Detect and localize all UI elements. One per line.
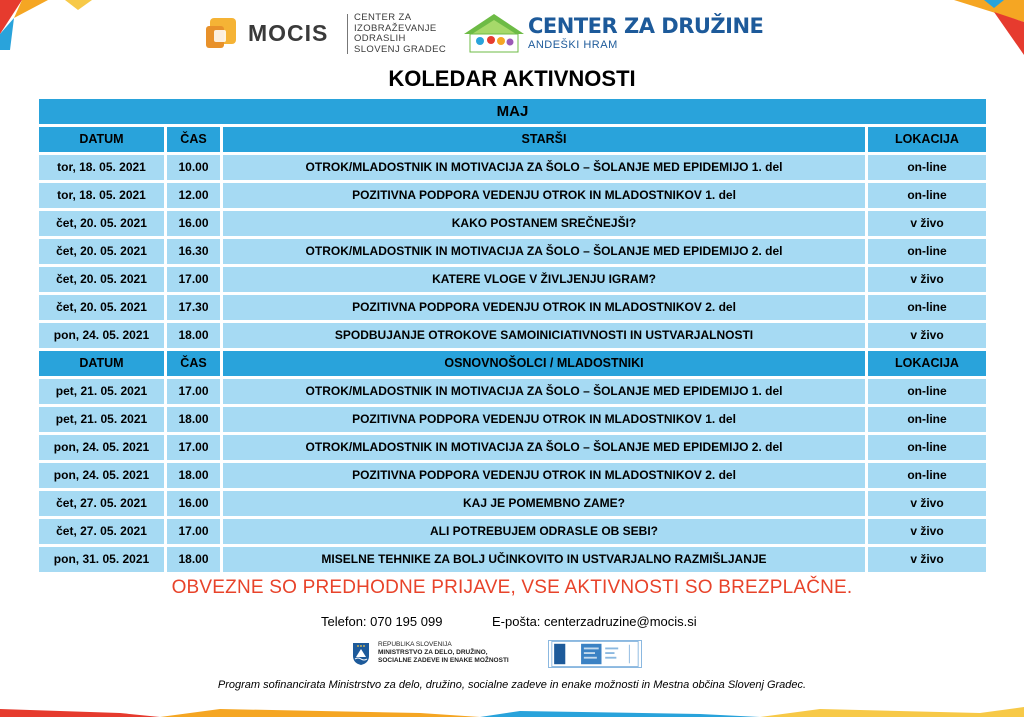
mocis-logo-icon (206, 16, 240, 50)
date-cell: tor, 18. 05. 2021 (39, 155, 164, 180)
time-cell: 12.00 (167, 183, 220, 208)
activity-cell: ALI POTREBUJEM ODRASLE OB SEBI? (223, 519, 865, 544)
time-cell: 17.00 (167, 519, 220, 544)
location-cell: on-line (868, 407, 986, 432)
table-row (39, 211, 986, 236)
table-row (39, 267, 986, 292)
activity-cell: KATERE VLOGE V ŽIVLJENJU IGRAM? (223, 267, 865, 292)
mocis-subtitle: CENTER ZA IZOBRAŽEVANJE ODRASLIH SLOVENJ GRADEC (354, 12, 447, 55)
date-cell: pon, 31. 05. 2021 (39, 547, 164, 572)
location-cell: on-line (868, 183, 986, 208)
column-header-location: LOKACIJA (868, 351, 986, 376)
activity-cell: KAJ JE POMEMBNO ZAME? (223, 491, 865, 516)
location-cell: on-line (868, 435, 986, 460)
column-header-date: DATUM (39, 351, 164, 376)
center-title: CENTER ZA DRUŽINE (528, 14, 764, 38)
location-cell: v živo (868, 491, 986, 516)
mocis-name: MOCIS (248, 20, 329, 46)
table-row (39, 519, 986, 544)
location-cell: v živo (868, 211, 986, 236)
time-cell: 17.00 (167, 267, 220, 292)
activity-cell: MISELNE TEHNIKE ZA BOLJ UČINKOVITO IN USTVARJALNO RAZMIŠLJANJE (223, 547, 865, 572)
activity-cell: POZITIVNA PODPORA VEDENJU OTROK IN MLADOSTNIKOV 2. del (223, 463, 865, 488)
activity-cell: OTROK/MLADOSTNIK IN MOTIVACIJA ZA ŠOLO – ŠOLANJE MED EPIDEMIJO 1. del (223, 155, 865, 180)
logo-separator (347, 14, 348, 54)
activity-cell: SPODBUJANJE OTROKOVE SAMOINICIATIVNOSTI IN USTVARJALNOSTI (223, 323, 865, 348)
time-cell: 16.00 (167, 211, 220, 236)
family-house-logo-icon (462, 12, 526, 54)
location-cell: v živo (868, 519, 986, 544)
time-cell: 18.00 (167, 547, 220, 572)
table-row (39, 295, 986, 320)
location-cell: v živo (868, 323, 986, 348)
table-row (39, 491, 986, 516)
time-cell: 16.00 (167, 491, 220, 516)
table-header-row (39, 351, 986, 376)
registration-notice: OBVEZNE SO PREDHODNE PRIJAVE, VSE AKTIVNOSTI SO BREZPLAČNE. (171, 577, 853, 598)
time-cell: 17.30 (167, 295, 220, 320)
date-cell: čet, 20. 05. 2021 (39, 211, 164, 236)
date-cell: tor, 18. 05. 2021 (39, 183, 164, 208)
slovenia-coat-of-arms-icon (352, 642, 370, 666)
month-header: MAJ (39, 99, 986, 124)
time-cell: 10.00 (167, 155, 220, 180)
phone-contact: Telefon: 070 195 099 (321, 614, 443, 629)
table-row (39, 183, 986, 208)
page-title: KOLEDAR AKTIVNOSTI (388, 66, 636, 91)
location-cell: on-line (868, 295, 986, 320)
location-cell: on-line (868, 155, 986, 180)
time-cell: 18.00 (167, 407, 220, 432)
date-cell: čet, 20. 05. 2021 (39, 239, 164, 264)
time-cell: 18.00 (167, 463, 220, 488)
activity-cell: OTROK/MLADOSTNIK IN MOTIVACIJA ZA ŠOLO – ŠOLANJE MED EPIDEMIJO 2. del (223, 435, 865, 460)
email-contact: E-pošta: centerzadruzine@mocis.si (492, 614, 697, 629)
date-cell: pet, 21. 05. 2021 (39, 407, 164, 432)
time-cell: 18.00 (167, 323, 220, 348)
column-header-activity: STARŠI (223, 127, 865, 152)
location-cell: on-line (868, 379, 986, 404)
header-logos (0, 12, 1024, 58)
municipality-logo-icon (548, 640, 642, 668)
activity-cell: POZITIVNA PODPORA VEDENJU OTROK IN MLADOSTNIKOV 1. del (223, 407, 865, 432)
activity-cell: OTROK/MLADOSTNIK IN MOTIVACIJA ZA ŠOLO – ŠOLANJE MED EPIDEMIJO 1. del (223, 379, 865, 404)
table-row (39, 323, 986, 348)
table-row (39, 379, 986, 404)
location-cell: v živo (868, 547, 986, 572)
column-header-time: ČAS (167, 351, 220, 376)
activity-cell: POZITIVNA PODPORA VEDENJU OTROK IN MLADOSTNIKOV 1. del (223, 183, 865, 208)
ministry-name: REPUBLIKA SLOVENIJA MINISTRSTVO ZA DELO, DRUŽINO, SOCIALNE ZADEVE IN ENAKE MOŽNOSTI (378, 641, 509, 664)
location-cell: on-line (868, 239, 986, 264)
table-row (39, 407, 986, 432)
date-cell: pon, 24. 05. 2021 (39, 463, 164, 488)
activity-cell: OTROK/MLADOSTNIK IN MOTIVACIJA ZA ŠOLO – ŠOLANJE MED EPIDEMIJO 2. del (223, 239, 865, 264)
location-cell: on-line (868, 463, 986, 488)
date-cell: pet, 21. 05. 2021 (39, 379, 164, 404)
location-cell: v živo (868, 267, 986, 292)
date-cell: čet, 27. 05. 2021 (39, 491, 164, 516)
time-cell: 16.30 (167, 239, 220, 264)
time-cell: 17.00 (167, 379, 220, 404)
table-header-row (39, 127, 986, 152)
funding-footer: Program sofinancirata Ministrstvo za delo, družino, socialne zadeve in enake možnosti in Mestna občina Slovenj Gradec. (217, 679, 807, 691)
table-row (39, 239, 986, 264)
date-cell: pon, 24. 05. 2021 (39, 323, 164, 348)
bottom-decoration (0, 703, 1024, 717)
activity-cell: POZITIVNA PODPORA VEDENJU OTROK IN MLADOSTNIKOV 2. del (223, 295, 865, 320)
ministry-logos (352, 640, 652, 670)
time-cell: 17.00 (167, 435, 220, 460)
date-cell: pon, 24. 05. 2021 (39, 435, 164, 460)
date-cell: čet, 20. 05. 2021 (39, 295, 164, 320)
table-row (39, 547, 986, 572)
column-header-location: LOKACIJA (868, 127, 986, 152)
activity-table (39, 99, 986, 575)
table-row (39, 463, 986, 488)
center-subtitle: ANDEŠKI HRAM (528, 39, 618, 51)
column-header-activity: OSNOVNOŠOLCI / MLADOSTNIKI (223, 351, 865, 376)
activity-cell: KAKO POSTANEM SREČNEJŠI? (223, 211, 865, 236)
date-cell: čet, 20. 05. 2021 (39, 267, 164, 292)
column-header-date: DATUM (39, 127, 164, 152)
date-cell: čet, 27. 05. 2021 (39, 519, 164, 544)
column-header-time: ČAS (167, 127, 220, 152)
table-row (39, 435, 986, 460)
table-row (39, 155, 986, 180)
